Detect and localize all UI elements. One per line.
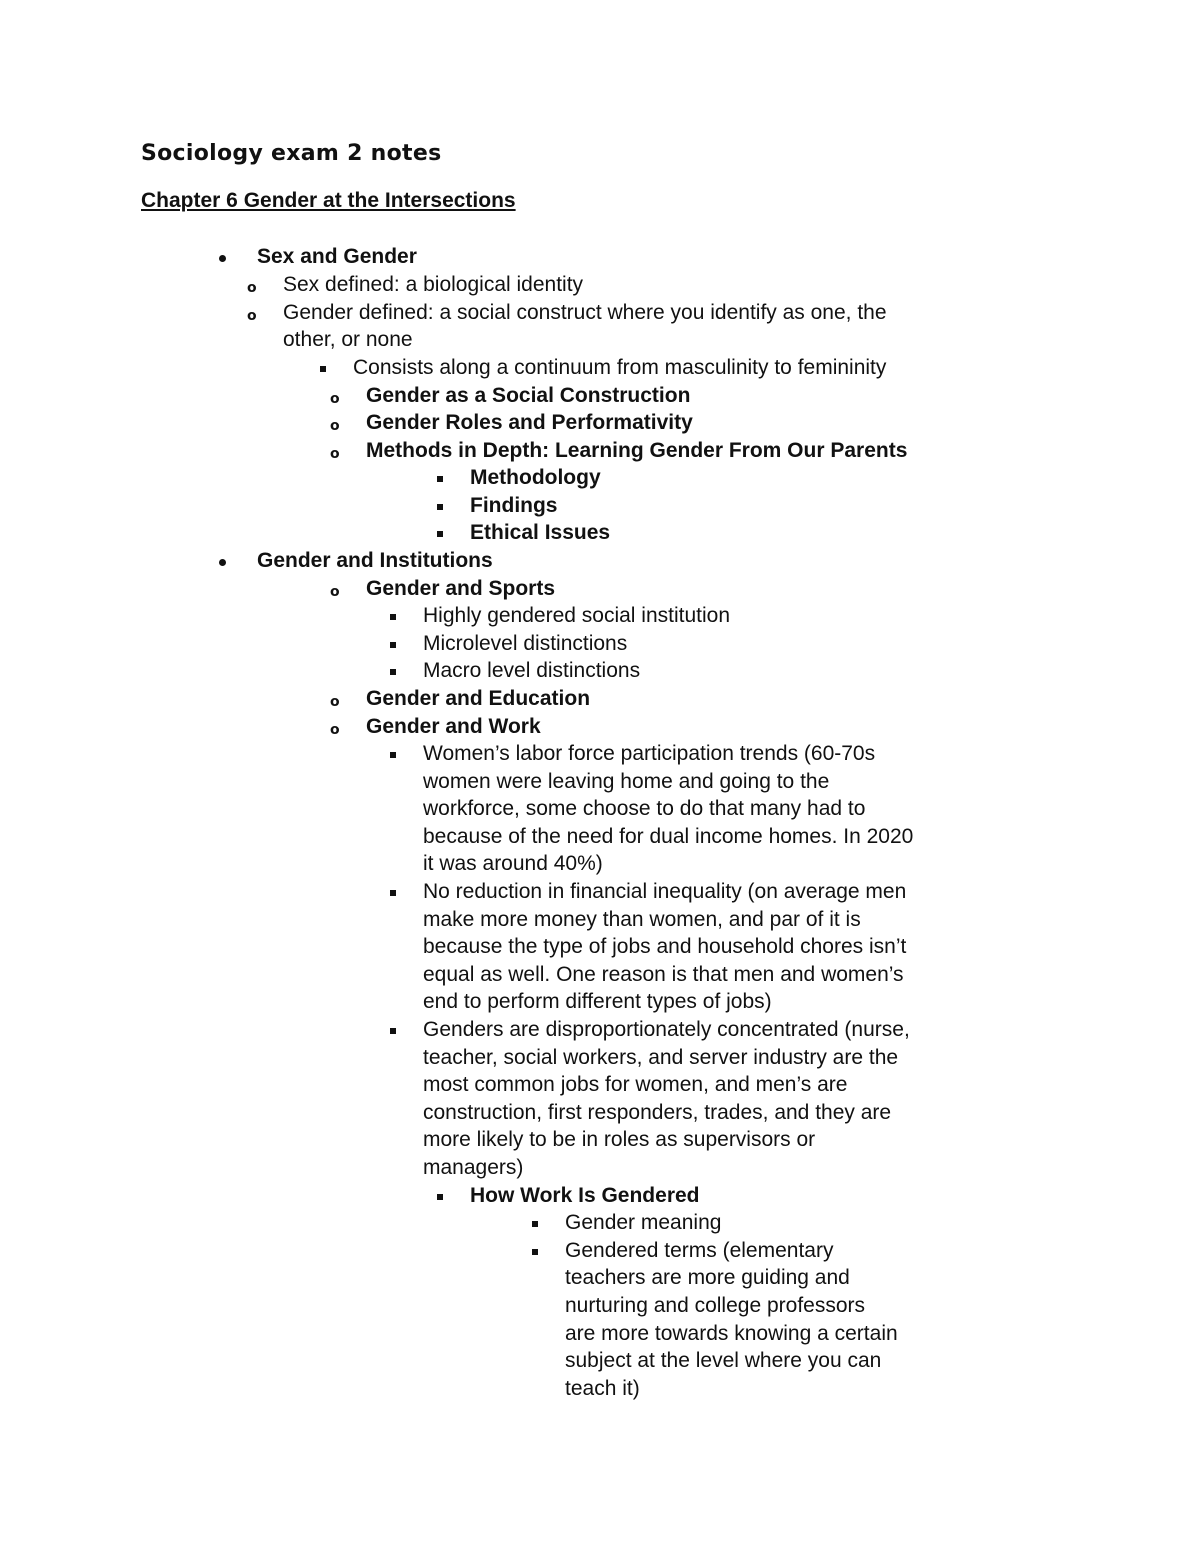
outline-item-roles-performativity: Gender Roles and Performativity [366,411,693,434]
outline-item-gendered-terms-cont: nurturing and college professors [565,1294,866,1317]
outline-item-methods-in-depth: Methods in Depth: Learning Gender From Our Parents [366,439,908,462]
bullet-dot-icon [219,559,226,566]
bullet-o-icon: o [247,308,257,324]
outline-item-gender-sports: Gender and Sports [366,577,556,600]
bullet-square-icon [437,1194,443,1200]
outline-item-concentration-cont: construction, first responders, trades, and they are [423,1101,892,1124]
outline-item-inequality-cont: make more money than women, and par of it is [423,908,861,931]
outline-item-gender-meaning: Gender meaning [565,1211,722,1234]
outline-item-concentration-cont: most common jobs for women, and men’s are [423,1073,848,1096]
bullet-dot-icon [219,255,226,262]
outline-item-labor-force: Women’s labor force participation trends (60-70s [423,742,876,765]
bullet-square-icon [390,752,396,758]
bullet-o-icon: o [247,280,257,296]
bullet-square-icon [437,531,443,537]
bullet-square-icon [390,1028,396,1034]
bullet-o-icon: o [330,722,340,738]
outline-item-concentration-cont: teacher, social workers, and server industry are the [423,1046,899,1069]
outline-item-inequality: No reduction in financial inequality (on average men [423,880,907,903]
outline-item-labor-force-cont: workforce, some choose to do that many had to [423,797,866,820]
outline-item-gender-defined: Gender defined: a social construct where you identify as one, the [283,301,887,324]
outline-item-labor-force-cont: it was around 40%) [423,852,603,875]
outline-item-inequality-cont: equal as well. One reason is that men and women’s [423,963,904,986]
outline-item-gender-education: Gender and Education [366,687,591,710]
outline-item-ethical-issues: Ethical Issues [470,521,611,544]
outline-item-gendered-terms-cont: teachers are more guiding and [565,1266,850,1289]
outline-item-labor-force-cont: women were leaving home and going to the [423,770,830,793]
outline-item-gendered-terms-cont: teach it) [565,1377,640,1400]
bullet-square-icon [390,614,396,620]
outline-item-concentration-cont: more likely to be in roles as supervisors or [423,1128,816,1151]
outline-item-gender-work: Gender and Work [366,715,541,738]
outline-item-continuum: Consists along a continuum from masculinity to femininity [353,356,887,379]
outline-item-gender-institutions: Gender and Institutions [257,549,493,572]
outline-item-highly-gendered: Highly gendered social institution [423,604,731,627]
bullet-o-icon: o [330,584,340,600]
bullet-square-icon [320,366,326,372]
bullet-square-icon [437,476,443,482]
outline-item-gendered-terms-cont: are more towards knowing a certain [565,1322,898,1345]
bullet-square-icon [532,1249,538,1255]
outline-item-sex-and-gender: Sex and Gender [257,245,417,268]
outline-item-gender-defined-cont: other, or none [283,328,413,351]
outline-item-microlevel: Microlevel distinctions [423,632,628,655]
bullet-square-icon [437,504,443,510]
outline-item-concentration: Genders are disproportionately concentrated (nurse, [423,1018,910,1041]
outline-item-labor-force-cont: because of the need for dual income homes. In 2020 [423,825,914,848]
bullet-o-icon: o [330,694,340,710]
outline-item-findings: Findings [470,494,558,517]
bullet-square-icon [532,1221,538,1227]
outline-item-sex-defined: Sex defined: a biological identity [283,273,584,296]
outline-item-macrolevel: Macro level distinctions [423,659,641,682]
chapter-heading: Chapter 6 Gender at the Intersections [141,189,516,212]
document-title: Sociology exam 2 notes [141,141,442,166]
bullet-square-icon [390,642,396,648]
outline-item-methodology: Methodology [470,466,601,489]
outline-item-concentration-cont: managers) [423,1156,524,1179]
outline-item-gendered-terms-cont: subject at the level where you can [565,1349,882,1372]
outline-item-inequality-cont: end to perform different types of jobs) [423,990,772,1013]
bullet-o-icon: o [330,391,340,407]
bullet-o-icon: o [330,446,340,462]
outline-item-gendered-terms: Gendered terms (elementary [565,1239,834,1262]
bullet-square-icon [390,669,396,675]
outline-item-how-work-gendered: How Work Is Gendered [470,1184,700,1207]
outline-item-social-construction: Gender as a Social Construction [366,384,691,407]
bullet-square-icon [390,890,396,896]
bullet-o-icon: o [330,418,340,434]
outline-item-inequality-cont: because the type of jobs and household chores isn’t [423,935,907,958]
